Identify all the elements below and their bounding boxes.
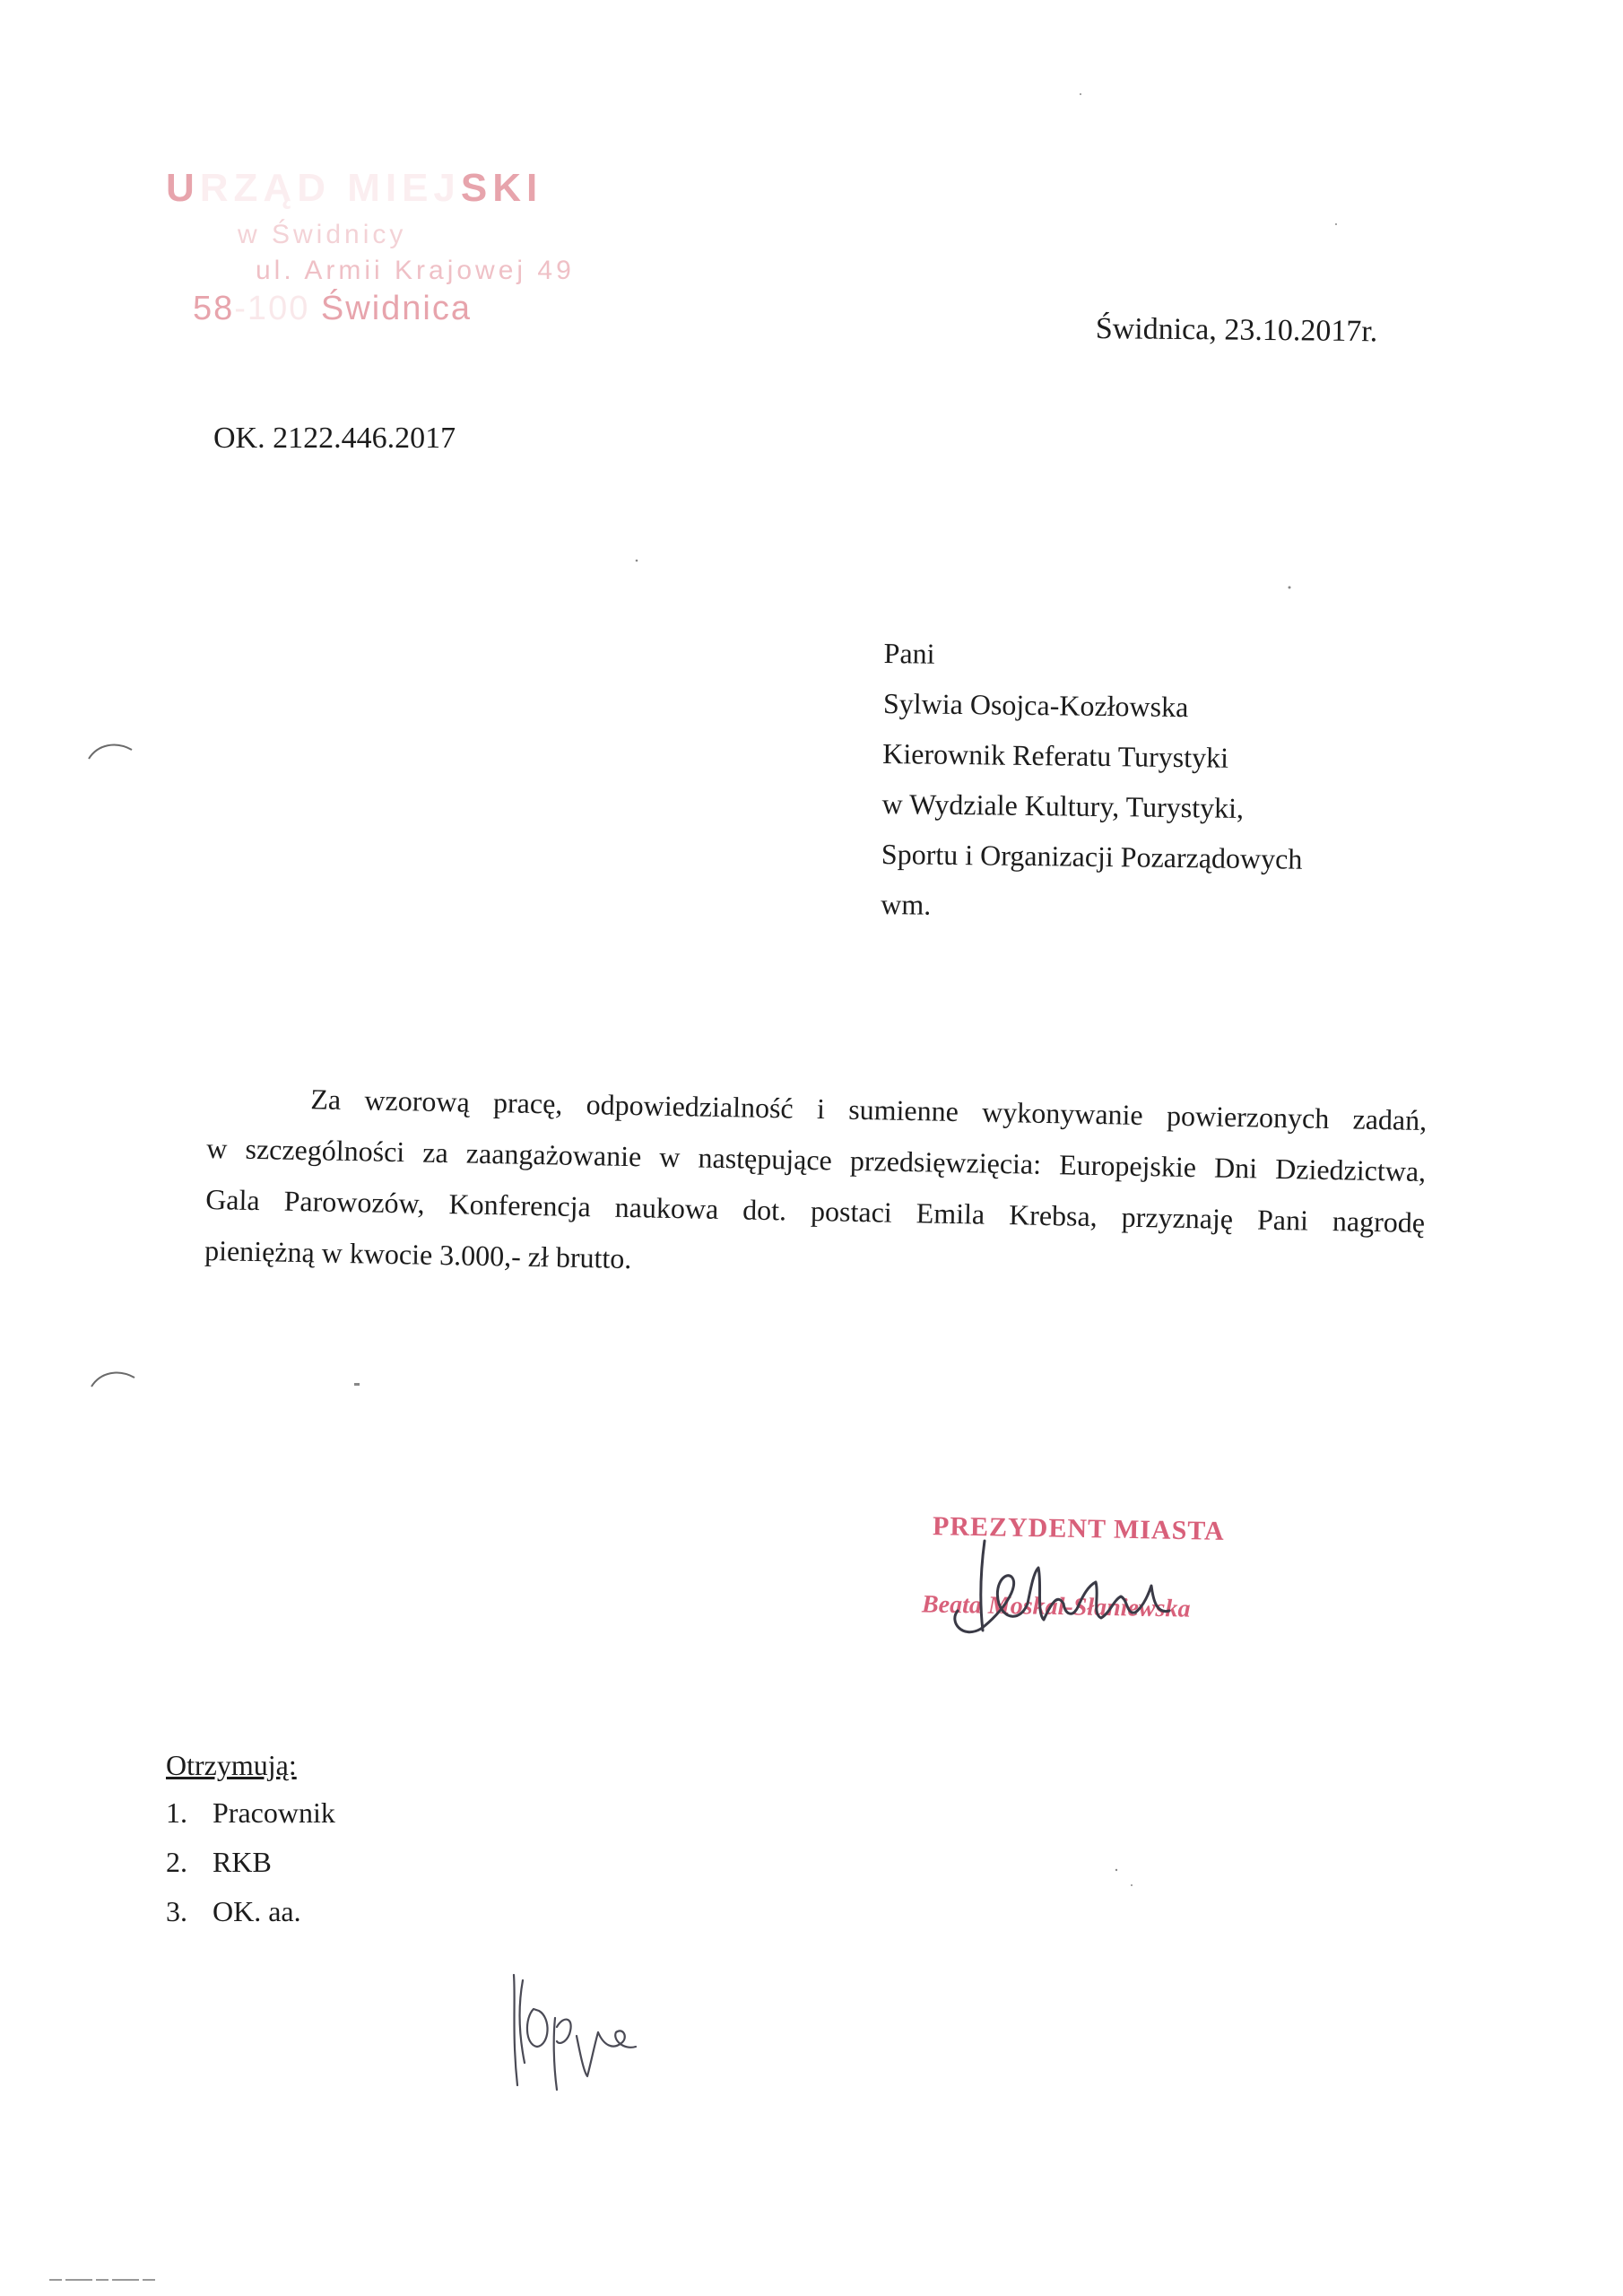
office-stamp-line1-start: U — [166, 166, 200, 210]
office-stamp-line3: ul. Armii Krajowej 49 — [256, 256, 575, 285]
addressee-department-cont: Sportu i Organizacji Pozarządowych — [881, 837, 1303, 875]
office-stamp-postcode-start: 58 — [193, 290, 235, 327]
letter-body-line: pieniężną w kwocie 3.000,- zł brutto. — [204, 1233, 632, 1275]
letter-body-line: Gala Parowozów, Konferencja naukowa dot. postaci Emila Krebsa, przyznaję Pani nagrodę — [204, 1182, 1426, 1239]
signature-stamp-name: Beata Moskal-Słaniewska — [921, 1590, 1191, 1623]
addressee-name: Sylwia Osojca-Kozłowska — [882, 686, 1189, 724]
addressee-salutation: Pani — [883, 636, 935, 670]
list-item-label: RKB — [213, 1846, 272, 1878]
place-date: Świdnica, 23.10.2017r. — [1095, 312, 1378, 349]
letter-body-line: w szczególności za zaangażowanie w następujące przedsięwzięcia: Europejskie Dni Dziedzictwa, — [206, 1131, 1427, 1188]
list-item-number: 3. — [166, 1895, 187, 1927]
letter-body-line: Za wzorową pracę, odpowiedzialność i sumienne wykonywanie powierzonych zadań, — [310, 1083, 1428, 1137]
signature-stamp-title: PREZYDENT MIASTA — [932, 1511, 1226, 1546]
list-item-label: OK. aa. — [213, 1895, 301, 1927]
list-item-number: 1. — [166, 1796, 187, 1829]
reference-number: OK. 2122.446.2017 — [213, 422, 456, 455]
office-stamp-line1-mid: RZĄD MIEJ — [199, 166, 461, 210]
office-stamp-line2: w Świdnicy — [238, 220, 407, 249]
list-item-label: Pracownik — [213, 1796, 335, 1829]
office-stamp-line1-end: SKI — [460, 166, 543, 210]
addressee-local: wm. — [881, 887, 932, 921]
office-stamp-city: Świdnica — [309, 290, 472, 327]
addressee-position: Kierownik Referatu Turystyki — [882, 736, 1229, 774]
office-stamp-postcode-mid: -100 — [234, 290, 310, 327]
addressee-department: w Wydziale Kultury, Turystyki, — [881, 787, 1245, 824]
recipients-heading: Otrzymują: — [166, 1749, 297, 1781]
list-item-number: 2. — [166, 1846, 187, 1878]
